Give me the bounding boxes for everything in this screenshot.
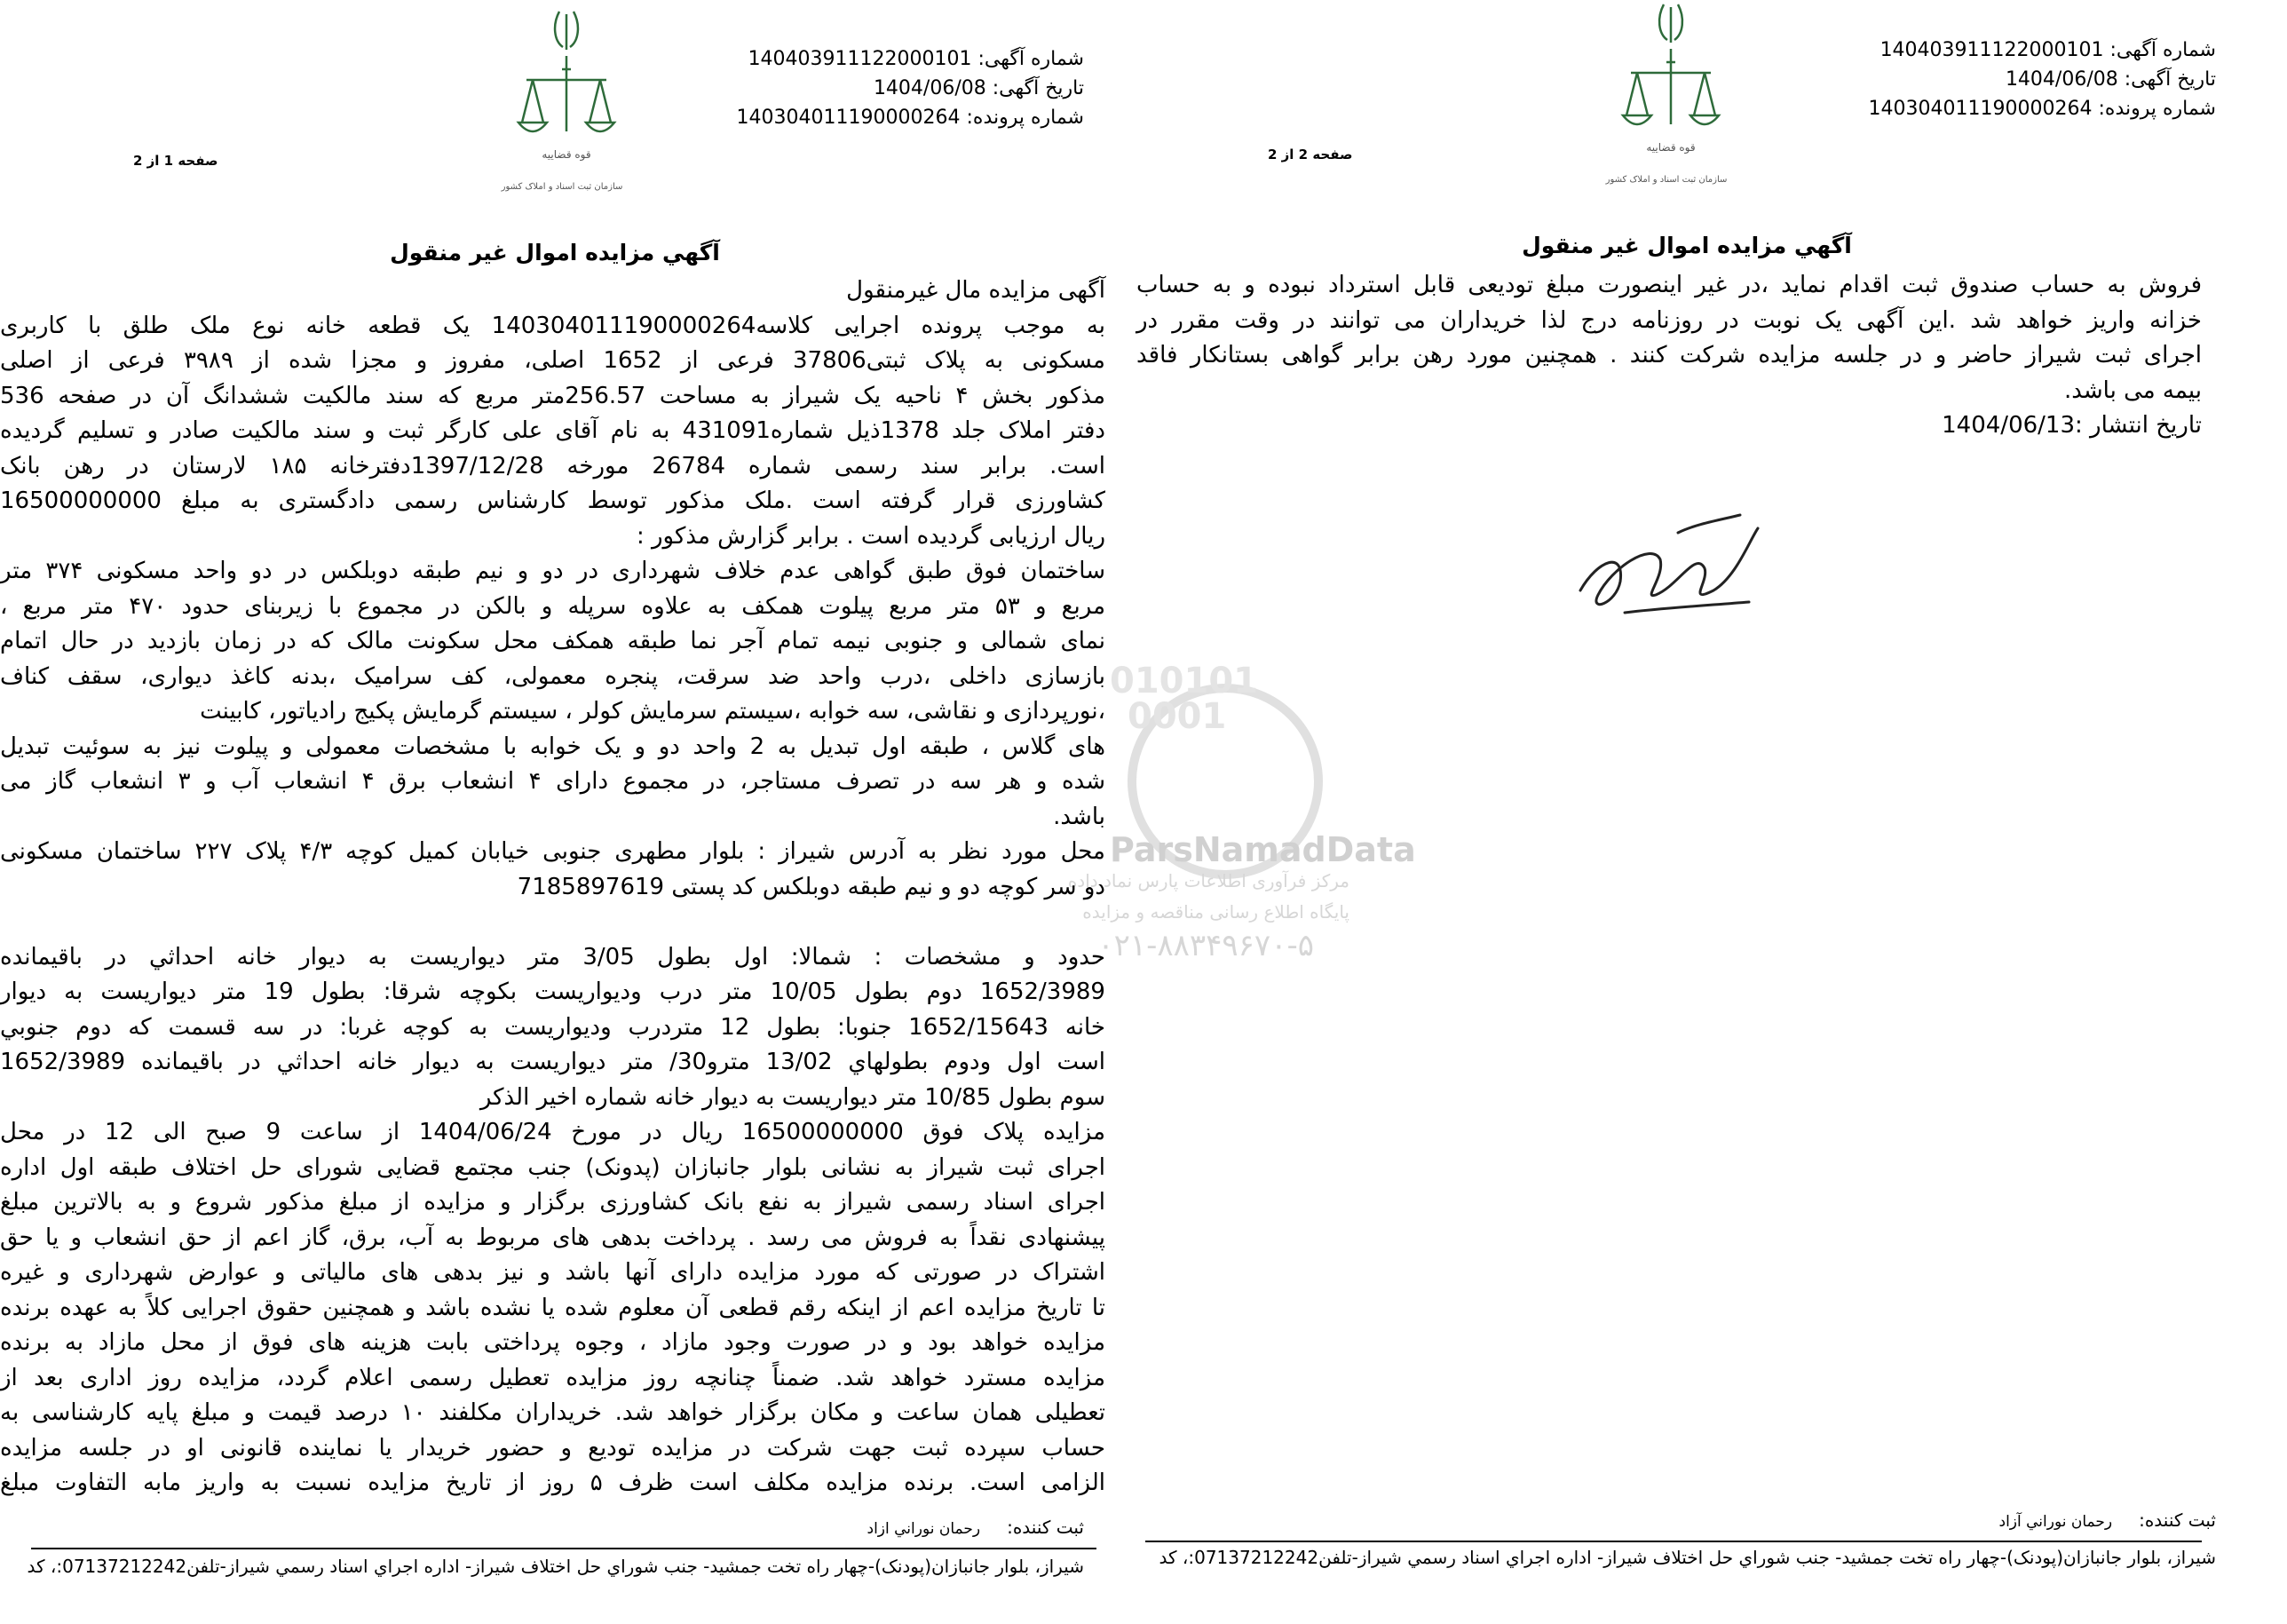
- page1-registrar: [867, 1517, 1085, 1538]
- text-line: های گلاس ، طبقه اول تبدیل به 2 واحد دو و یک خوابه با مشخصات معمولی و پیلوت نیز به سوئیت تبدیل: [0, 733, 1105, 760]
- logo-text-judiciary: قوه قضاییه: [542, 148, 591, 161]
- text-line: حدود و مشخصات : شمالا: اول بطول 3/05 متر دیواریست به دیوار خانه احداثي در باقیمانده: [0, 943, 1105, 970]
- judiciary-logo: [1605, 0, 1728, 191]
- text-line: مذکور بخش ۴ ناحیه یک شیراز به مساحت 256.57متر مربع که سند مالکیت ششدانگ آن در صفحه 536: [0, 382, 1106, 409]
- text-line: 1652/3989 دوم بطول 10/05 متر درب ودیواریست بکوچه شرقا: بطول 19 متر دیواریست به دیوار: [0, 978, 1105, 1005]
- watermark-line2: پایگاه اطلاع رسانی مناقصه و مزایده: [1082, 901, 1349, 923]
- page1-footer-divider: [31, 1548, 1096, 1549]
- page1-footer-address: شيراز، بلوار جانبازان(پودنک)-چهار راه تخت جمشيد- جنب شوراي حل اختلاف شيراز- اداره اجراي اسناد رسمي شيراز-تلفن07137212242:، کد: [27, 1556, 1084, 1577]
- text-line: ریال ارزیابی گردیده است . برابر گزارش مذکور :: [636, 522, 1105, 550]
- page2-header-info: [1869, 36, 2216, 123]
- ad-number: 140403911122000101: [748, 48, 972, 70]
- text-line: دفتر املاک جلد 1378ذیل شماره431091 به نام آقای علی کارگر ثبت و سند مالکیت صادر و تسلیم گردیده: [0, 417, 1105, 444]
- ad-number: 140403911122000101: [1879, 39, 2104, 61]
- text-line: اجرای اسناد رسمی شیراز به نفع بانک کشاورزی برگزار و مزایده از مبلغ مذکور شروع و به بالاترین مبلغ: [0, 1189, 1105, 1216]
- page1-body: [0, 273, 1105, 1501]
- text-line: است. برابر سند رسمی شماره 26784 مورخه 1397/12/28دفترخانه ۱۸۵ لارستان در رهن بانک: [0, 452, 1105, 479]
- text-line: کشاورزی قرار گرفته است .ملک مذکور توسط کارشناس رسمی دادگستری به مبلغ 16500000000: [0, 487, 1105, 514]
- text-line: فروش به حساب صندوق ثبت اقدام نماید ،در غیر اینصورت مبلغ تودیعی قابل استرداد نبوده و به حساب: [1136, 272, 2202, 298]
- ad-number-label: شماره آگهی:: [2109, 39, 2216, 61]
- page2-registrar: [1999, 1509, 2217, 1531]
- signature: [1571, 506, 1767, 630]
- text-line: به موجب پرونده اجرایی کلاسه140304011190000264 یک قطعه خانه نوع ملک طلق با کاربری: [0, 312, 1105, 339]
- text-line: مزایده مسترد خواهد شد. ضمناً چنانچه روز مزایده تعطیل رسمی اعلام گردد، مزایده روز اداری بعد از: [0, 1364, 1105, 1391]
- text-line: است اول ودوم بطولهاي 13/02 مترو30/ متر دیواریست به دیوار خانه احداثي در باقیمانده 1652/3989: [0, 1049, 1106, 1075]
- page2-title: آگهي مزايده اموال غير منقول: [1522, 233, 1852, 258]
- text-line: حساب سپرده ثبت جهت شرکت در مزایده تودیع و حضور خریدار یا نماینده قانونی او در جلسه مزایده: [0, 1434, 1105, 1462]
- text-line: تعطیلی همان ساعت و مکان برگزار خواهد شد. خریداران مکلفند ۱۰ درصد قیمت و مبلغ پایه کارشناسی به: [0, 1399, 1105, 1426]
- case-number-label: شماره پرونده:: [966, 107, 1084, 129]
- text-line: مزایده پلاک فوق 16500000000 ریال در مورخ 1404/06/24 از ساعت 9 صبح الی 12 در محل: [0, 1119, 1105, 1145]
- registrar-name: رحمان نوراني آزاد: [1998, 1513, 2113, 1531]
- text-line: آگهی مزایده مال غیرمنقول: [846, 277, 1105, 304]
- watermark-line1: مرکز فرآوری اطلاعات پارس نماد داده: [1067, 870, 1349, 891]
- page2-footer-divider: [1145, 1541, 2202, 1542]
- svg-text:سازمان ثبت اسناد و املاک کشور: سازمان ثبت اسناد و املاک کشور: [1605, 175, 1728, 185]
- text-line: بازسازی داخلی ،درب واحد ضد سرقت، پنجره معمولی، کف سرامیک ،بدنه کاغذ دیواری، سقف کناف: [0, 662, 1105, 690]
- text-line: خزانه واریز خواهد شد .این آگهی یک نوبت در روزنامه درج لذا خریداران می توانند در وقت مقرر در: [1136, 306, 2202, 334]
- page2-footer-address: شيراز، بلوار جانبازان(پودنک)-چهار راه تخت جمشيد- جنب شوراي حل اختلاف شيراز- اداره اجراي اسناد رسمي شيراز-تلفن07137212242:، کد: [1159, 1547, 2216, 1568]
- watermark-brand: ParsNamadData: [1110, 830, 1416, 869]
- watermark-phone: ۰۲۱-۸۸۳۴۹۶۷۰-۵: [1097, 928, 1314, 963]
- text-line: اجرای ثبت شیراز حاضر و در جلسه مزایده شرکت کنند . همچنین مورد رهن برابر گواهی بستانکار فاقد: [1136, 342, 2202, 368]
- text-line: ،نورپردازی و نقاشی، سه خوابه ،سیستم سرمایش کولر ، سیستم گرمایش پکیج رادیاتور، کابینت: [200, 698, 1105, 725]
- blank-line: [0, 905, 1105, 940]
- judiciary-logo: [501, 7, 623, 198]
- text-line: دو سر کوچه دو و نیم طبقه دوبلکس کد پستی 7185897619: [517, 873, 1105, 900]
- page1-title: آگهي مزايده اموال غير منقول: [390, 240, 720, 265]
- ad-date-label: تاریخ آگهی:: [2124, 68, 2216, 91]
- text-line: تا تاریخ مزایده اعم از اینکه رقم قطعی آن معلوم شده یا نشده باشد و همچنین حقوق اجرایی کلاً به عهده برنده: [0, 1294, 1105, 1321]
- text-line: باشد.: [1053, 803, 1105, 830]
- ad-date-label: تاریخ آگهی:: [992, 77, 1084, 99]
- page2-page-number: صفحه 2 از 2: [1268, 147, 1353, 162]
- page1-header-info: [737, 44, 1084, 132]
- svg-text:سازمان ثبت اسناد و املاک کشور: سازمان ثبت اسناد و املاک کشور: [501, 182, 623, 192]
- text-line: مسکونی به پلاک ثبتی37806 فرعی از 1652 اصلی، مفروز و مجزا شده از ۳۹۸۹ فرعی از اصلی: [0, 347, 1105, 374]
- case-number-label: شماره پرونده:: [2098, 98, 2216, 120]
- svg-text:0001: 0001: [1128, 696, 1227, 737]
- text-line: ساختمان فوق طبق گواهی عدم خلاف شهرداری در دو و نیم طبقه دوبلکس در دو واحد مسکونی ۳۷۴ متر: [0, 558, 1105, 584]
- case-number: 140304011190000264: [736, 107, 961, 129]
- text-line: سوم بطول 10/85 متر دیواریست به دیوار خانه شماره اخیر الذکر: [479, 1083, 1105, 1111]
- page1-page-number: صفحه 1 از 2: [133, 153, 218, 169]
- text-line: مزایده خواهد بود و در صورت وجود مازاد ، وجوه پرداختی بابت هزینه های فوق از محل مازاد به برنده: [0, 1329, 1105, 1356]
- text-line: اشتراک در صورتی که مورد مزایده دارای آنها باشد و نیز بدهی های مالیاتی و عوارض شهرداری و غیره: [0, 1259, 1105, 1286]
- text-line: شده و هر سه در تصرف مستاجر، در مجموع دارای ۴ انشعاب برق ۴ انشعاب آب و ۳ انشعاب گاز می: [0, 768, 1105, 795]
- page2-body: [1136, 268, 2202, 444]
- text-line: مربع و ۵۳ متر مربع پیلوت همکف به علاوه سرپله و بالکن در مجموع با زیربنای حدود ۴۷۰ متر مربع ،: [0, 592, 1106, 620]
- registrar-label: ثبت کننده:: [1007, 1517, 1084, 1538]
- text-line: محل مورد نظر به آدرس شیراز : بلوار مطهری جنوبی خیابان کمیل کوچه ۴/۳ پلاک ۲۲۷ ساختمان مسکونی: [0, 838, 1105, 865]
- registrar-label: ثبت کننده:: [2139, 1509, 2216, 1531]
- ad-number-label: شماره آگهی:: [977, 48, 1084, 70]
- text-line: نمای شمالی و جنوبی نیمه تمام آجر نما طبقه همکف محل سکونت مالک که در زمان بازدید در حال اتمام: [0, 628, 1105, 654]
- text-line: الزامی است. برنده مزایده مکلف است ظرف ۵ روز از تاریخ مزایده نسبت به واریز مابه التفاوت مبلغ: [0, 1470, 1105, 1496]
- text-line: تاریخ انتشار :1404/06/13: [1942, 412, 2202, 439]
- svg-text:010101: 010101: [1110, 661, 1258, 701]
- logo-text-judiciary: قوه قضاییه: [1646, 141, 1696, 154]
- case-number: 140304011190000264: [1868, 98, 2093, 120]
- text-line: خانه 1652/15643 جنوبا: بطول 12 متردرب ودیواریست به کوچه غربا: در سه قسمت که دوم جنوبي: [0, 1013, 1106, 1041]
- text-line: اجرای ثبت شیراز به نشانی بلوار جانبازان (پدونک) جنب مجتمع قضایی شورای حل اختلاف طبقه اول اداره: [0, 1153, 1105, 1181]
- registrar-name: رحمان نوراني ازاد: [867, 1520, 981, 1538]
- text-line: بیمه می باشد.: [2063, 376, 2202, 404]
- text-line: پیشنهادی نقداً به فروش می رسد . پرداخت بدهی های مربوط به آب، برق، گاز اعم از حق انشعاب و یا حق: [0, 1224, 1105, 1251]
- ad-date: 1404/06/08: [2005, 68, 2118, 91]
- ad-date: 1404/06/08: [873, 77, 986, 99]
